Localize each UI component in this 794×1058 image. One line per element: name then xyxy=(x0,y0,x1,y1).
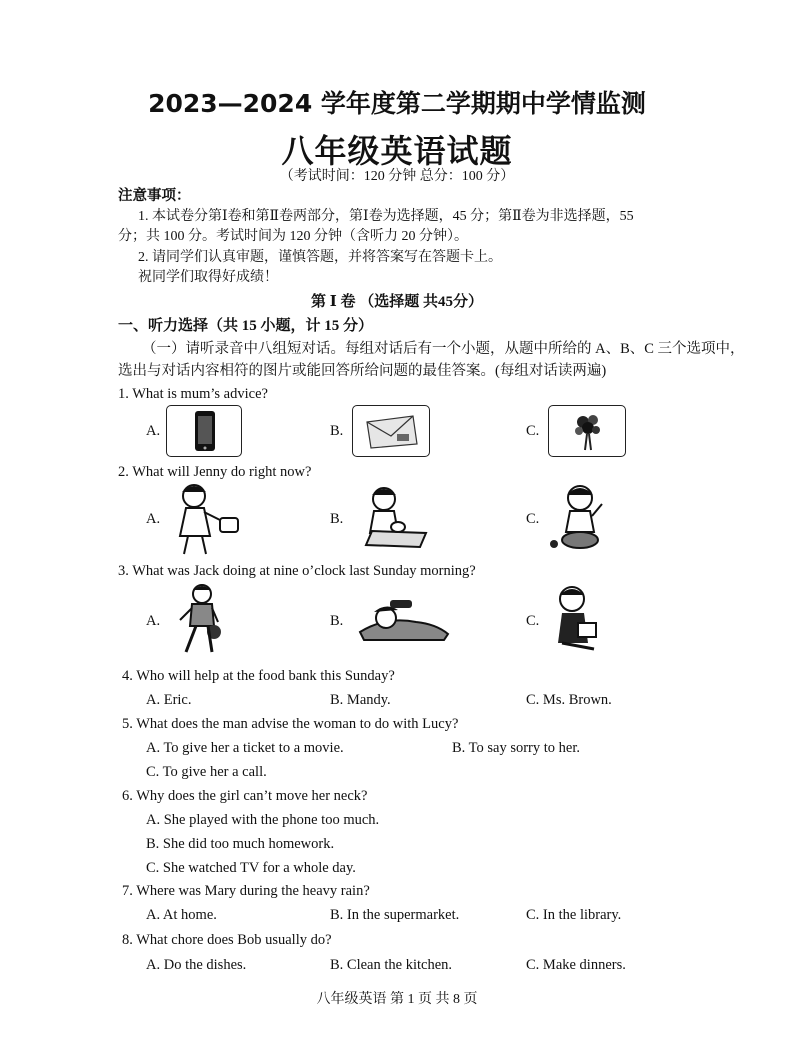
q6-option-b: B. She did too much homework. xyxy=(146,836,335,852)
question-7: 7. Where was Mary during the heavy rain? xyxy=(122,883,370,899)
girl-cooking-icon xyxy=(548,482,612,559)
note-line-2: 分；共 100 分。考试时间为 120 分钟（含听力 20 分钟）。 xyxy=(118,229,468,244)
page-footer: 八年级英语 第 1 页 共 8 页 xyxy=(316,992,478,1007)
girl-carrying-basket-icon xyxy=(168,480,244,563)
mobile-phone-icon xyxy=(166,405,242,457)
q2-label-c: C. xyxy=(526,511,540,527)
note-line-1: 1. 本试卷分第Ⅰ卷和第Ⅱ卷两部分，第Ⅰ卷为选择题，45 分；第Ⅱ卷为非选择题，55 xyxy=(138,209,634,224)
q5-option-a: A. To give her a ticket to a movie. xyxy=(146,740,344,756)
q3-label-c: C. xyxy=(526,613,540,629)
q5-option-b: B. To say sorry to her. xyxy=(452,740,581,756)
letter-envelope-icon xyxy=(352,405,430,457)
section-title: 第 Ⅰ 卷 （选择题 共45分） xyxy=(310,294,484,310)
question-1: 1. What is mum’s advice? xyxy=(118,386,268,402)
flower-bouquet-icon xyxy=(548,405,626,457)
exam-title-line1: 2023—2024 学年度第二学期期中学情监测 xyxy=(148,89,646,118)
q6-option-a: A. She played with the phone too much. xyxy=(146,812,380,828)
q7-option-b: B. In the supermarket. xyxy=(330,907,460,923)
note-line-3: 2. 请同学们认真审题，谨慎答题，并将答案写在答题卡上。 xyxy=(138,250,502,265)
q8-option-c: C. Make dinners. xyxy=(526,957,626,973)
question-2: 2. What will Jenny do right now? xyxy=(118,464,312,480)
q6-option-c: C. She watched TV for a whole day. xyxy=(146,860,356,876)
exam-title-line2: 八年级英语试题 xyxy=(281,132,513,170)
question-8: 8. What chore does Bob usually do? xyxy=(122,932,332,948)
question-5: 5. What does the man advise the woman to do with Lucy? xyxy=(122,716,459,732)
q1-label-a: A. xyxy=(146,423,161,439)
boy-sleeping-icon xyxy=(356,596,452,647)
note-line-4: 祝同学们取得好成绩！ xyxy=(138,270,278,285)
question-4: 4. Who will help at the food bank this Sunday? xyxy=(122,668,395,684)
instruction-line-2: 选出与对话内容相符的图片或能回答所给问题的最佳答案。(每组对话读两遍) xyxy=(118,363,607,379)
instruction-line-1: （一）请听录音中八组短对话。每组对话后有一个小题，从题中所给的 A、B、C 三个选项中， xyxy=(142,341,745,357)
q8-option-a: A. Do the dishes. xyxy=(146,957,247,973)
q3-label-a: A. xyxy=(146,613,161,629)
q5-option-c: C. To give her a call. xyxy=(146,764,267,780)
q4-option-b: B. Mandy. xyxy=(330,692,391,708)
notes-heading: 注意事项： xyxy=(118,188,191,204)
q8-option-b: B. Clean the kitchen. xyxy=(330,957,453,973)
q1-label-b: B. xyxy=(330,423,344,439)
q4-option-c: C. Ms. Brown. xyxy=(526,692,612,708)
part-title: 一、听力选择（共 15 小题，计 15 分） xyxy=(118,318,374,334)
boy-playing-basketball-icon xyxy=(172,582,236,663)
q2-label-b: B. xyxy=(330,511,344,527)
girl-washing-dishes-icon xyxy=(352,483,432,558)
q1-label-c: C. xyxy=(526,423,540,439)
q4-option-a: A. Eric. xyxy=(146,692,192,708)
exam-info: （考试时间：120 分钟 总分：100 分） xyxy=(279,169,515,184)
q3-label-b: B. xyxy=(330,613,344,629)
boy-reading-icon xyxy=(550,583,606,660)
q7-option-c: C. In the library. xyxy=(526,907,622,923)
question-3: 3. What was Jack doing at nine o’clock last Sunday morning? xyxy=(118,563,476,579)
question-6: 6. Why does the girl can’t move her neck? xyxy=(122,788,368,804)
q7-option-a: A. At home. xyxy=(146,907,217,923)
q2-label-a: A. xyxy=(146,511,161,527)
